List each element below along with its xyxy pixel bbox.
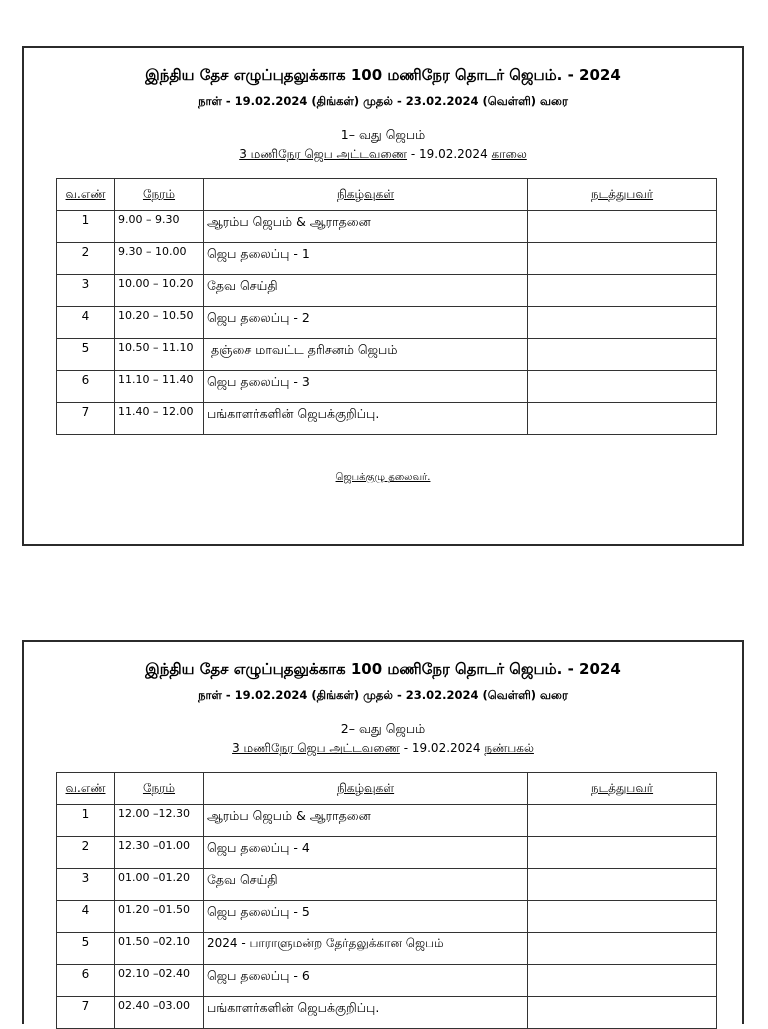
row-lead [528,403,717,435]
row-time: 12.30 –01.00 [115,837,204,869]
table-row [57,403,717,435]
row-number: 5 [57,339,115,371]
row-number: 3 [57,275,115,307]
header-lead: நடத்துபவர் [528,773,717,805]
row-number: 4 [57,307,115,339]
header-serial-no: வ.எண் [57,179,115,211]
table-header-row [57,773,717,805]
table-header-row [57,179,717,211]
row-lead [528,307,717,339]
row-lead [528,211,717,243]
row-event: ஜெப தலைப்பு - 5 [204,901,528,933]
document-title: இந்திய தேச எழுப்புதலுக்காக 100 மணிநேர தொடர் ஜெபம். - 2024 [145,660,621,678]
row-lead [528,901,717,933]
row-number: 7 [57,403,115,435]
schedule-date: - 19.02.2024 [407,147,492,161]
row-lead [528,339,717,371]
header-time: நேரம் [115,179,204,211]
schedule-main: 3 மணிநேர ஜெப அட்டவணை [232,741,400,755]
row-time: 10.50 – 11.10 [115,339,204,371]
row-number: 4 [57,901,115,933]
row-time: 10.20 – 10.50 [115,307,204,339]
row-time: 9.30 – 10.00 [115,243,204,275]
row-number: 2 [57,243,115,275]
row-lead [528,805,717,837]
table-row [57,869,717,901]
row-event: ஜெப தலைப்பு - 1 [204,243,528,275]
row-time: 12.00 –12.30 [115,805,204,837]
header-events: நிகழ்வுகள் [204,773,528,805]
row-event: தஞ்சை மாவட்ட தரிசனம் ஜெபம் [204,339,528,371]
table-row [57,307,717,339]
schedule-date: - 19.02.2024 [399,741,485,755]
row-time: 02.10 –02.40 [115,965,204,997]
row-time: 02.40 –03.00 [115,997,204,1029]
table-row [57,371,717,403]
date-range: நாள் - 19.02.2024 (திங்கள்) முதல் - 23.02.2024 (வெள்ளி) வரை [198,688,568,702]
row-number: 5 [57,933,115,965]
row-time: 01.50 –02.10 [115,933,204,965]
schedule-card-1 [22,46,744,546]
row-number: 1 [57,805,115,837]
row-number: 6 [57,371,115,403]
row-event: ஜெப தலைப்பு - 2 [204,307,528,339]
row-lead [528,933,717,965]
schedule-main: 3 மணிநேர ஜெப அட்டவணை [239,147,408,161]
row-event: ஆரம்ப ஜெபம் & ஆராதனை [204,211,528,243]
table-row [57,901,717,933]
row-event: ஜெப தலைப்பு - 3 [204,371,528,403]
row-time: 11.40 – 12.00 [115,403,204,435]
header-events: நிகழ்வுகள் [204,179,528,211]
document-title: இந்திய தேச எழுப்புதலுக்காக 100 மணிநேர தொடர் ஜெபம். - 2024 [145,66,621,84]
row-lead [528,371,717,403]
signature-label: ஜெபக்குழு தலைவர். [335,472,431,483]
table-row [57,275,717,307]
row-event: 2024 - பாராளுமன்ற தேர்தலுக்கான ஜெபம் [204,933,528,965]
row-number: 7 [57,997,115,1029]
row-time: 01.00 –01.20 [115,869,204,901]
table-row [57,933,717,965]
row-number: 6 [57,965,115,997]
row-event: பங்காளர்களின் ஜெபக்குறிப்பு. [204,997,528,1029]
schedule-subtitle [24,147,742,163]
schedule-period: காலை [491,147,527,161]
table-row [57,965,717,997]
table-row [57,837,717,869]
row-time: 10.00 – 10.20 [115,275,204,307]
row-number: 2 [57,837,115,869]
row-event: தேவ செய்தி [204,869,528,901]
schedule-period: நண்பகல் [484,741,534,755]
header-lead: நடத்துபவர் [528,179,717,211]
header-serial-no: வ.எண் [57,773,115,805]
row-lead [528,837,717,869]
row-time: 11.10 – 11.40 [115,371,204,403]
row-time: 9.00 – 9.30 [115,211,204,243]
session-heading: 2– வது ஜெபம் [340,721,426,736]
table-row [57,243,717,275]
row-event: பங்காளர்களின் ஜெபக்குறிப்பு. [204,403,528,435]
row-lead [528,869,717,901]
session-heading: 1– வது ஜெபம் [340,127,426,142]
row-event: தேவ செய்தி [204,275,528,307]
row-event: ஜெப தலைப்பு - 4 [204,837,528,869]
row-number: 3 [57,869,115,901]
row-lead [528,965,717,997]
row-time: 01.20 –01.50 [115,901,204,933]
table-row [57,339,717,371]
row-event: ஆரம்ப ஜெபம் & ஆராதனை [204,805,528,837]
row-lead [528,243,717,275]
table-row [57,211,717,243]
date-range: நாள் - 19.02.2024 (திங்கள்) முதல் - 23.02.2024 (வெள்ளி) வரை [198,94,568,108]
header-time: நேரம் [115,773,204,805]
row-event: ஜெப தலைப்பு - 6 [204,965,528,997]
row-lead [528,275,717,307]
schedule-table [56,178,717,435]
schedule-table [56,772,717,1029]
row-number: 1 [57,211,115,243]
schedule-card-2 [22,640,744,1024]
schedule-subtitle [24,741,742,757]
table-row [57,805,717,837]
